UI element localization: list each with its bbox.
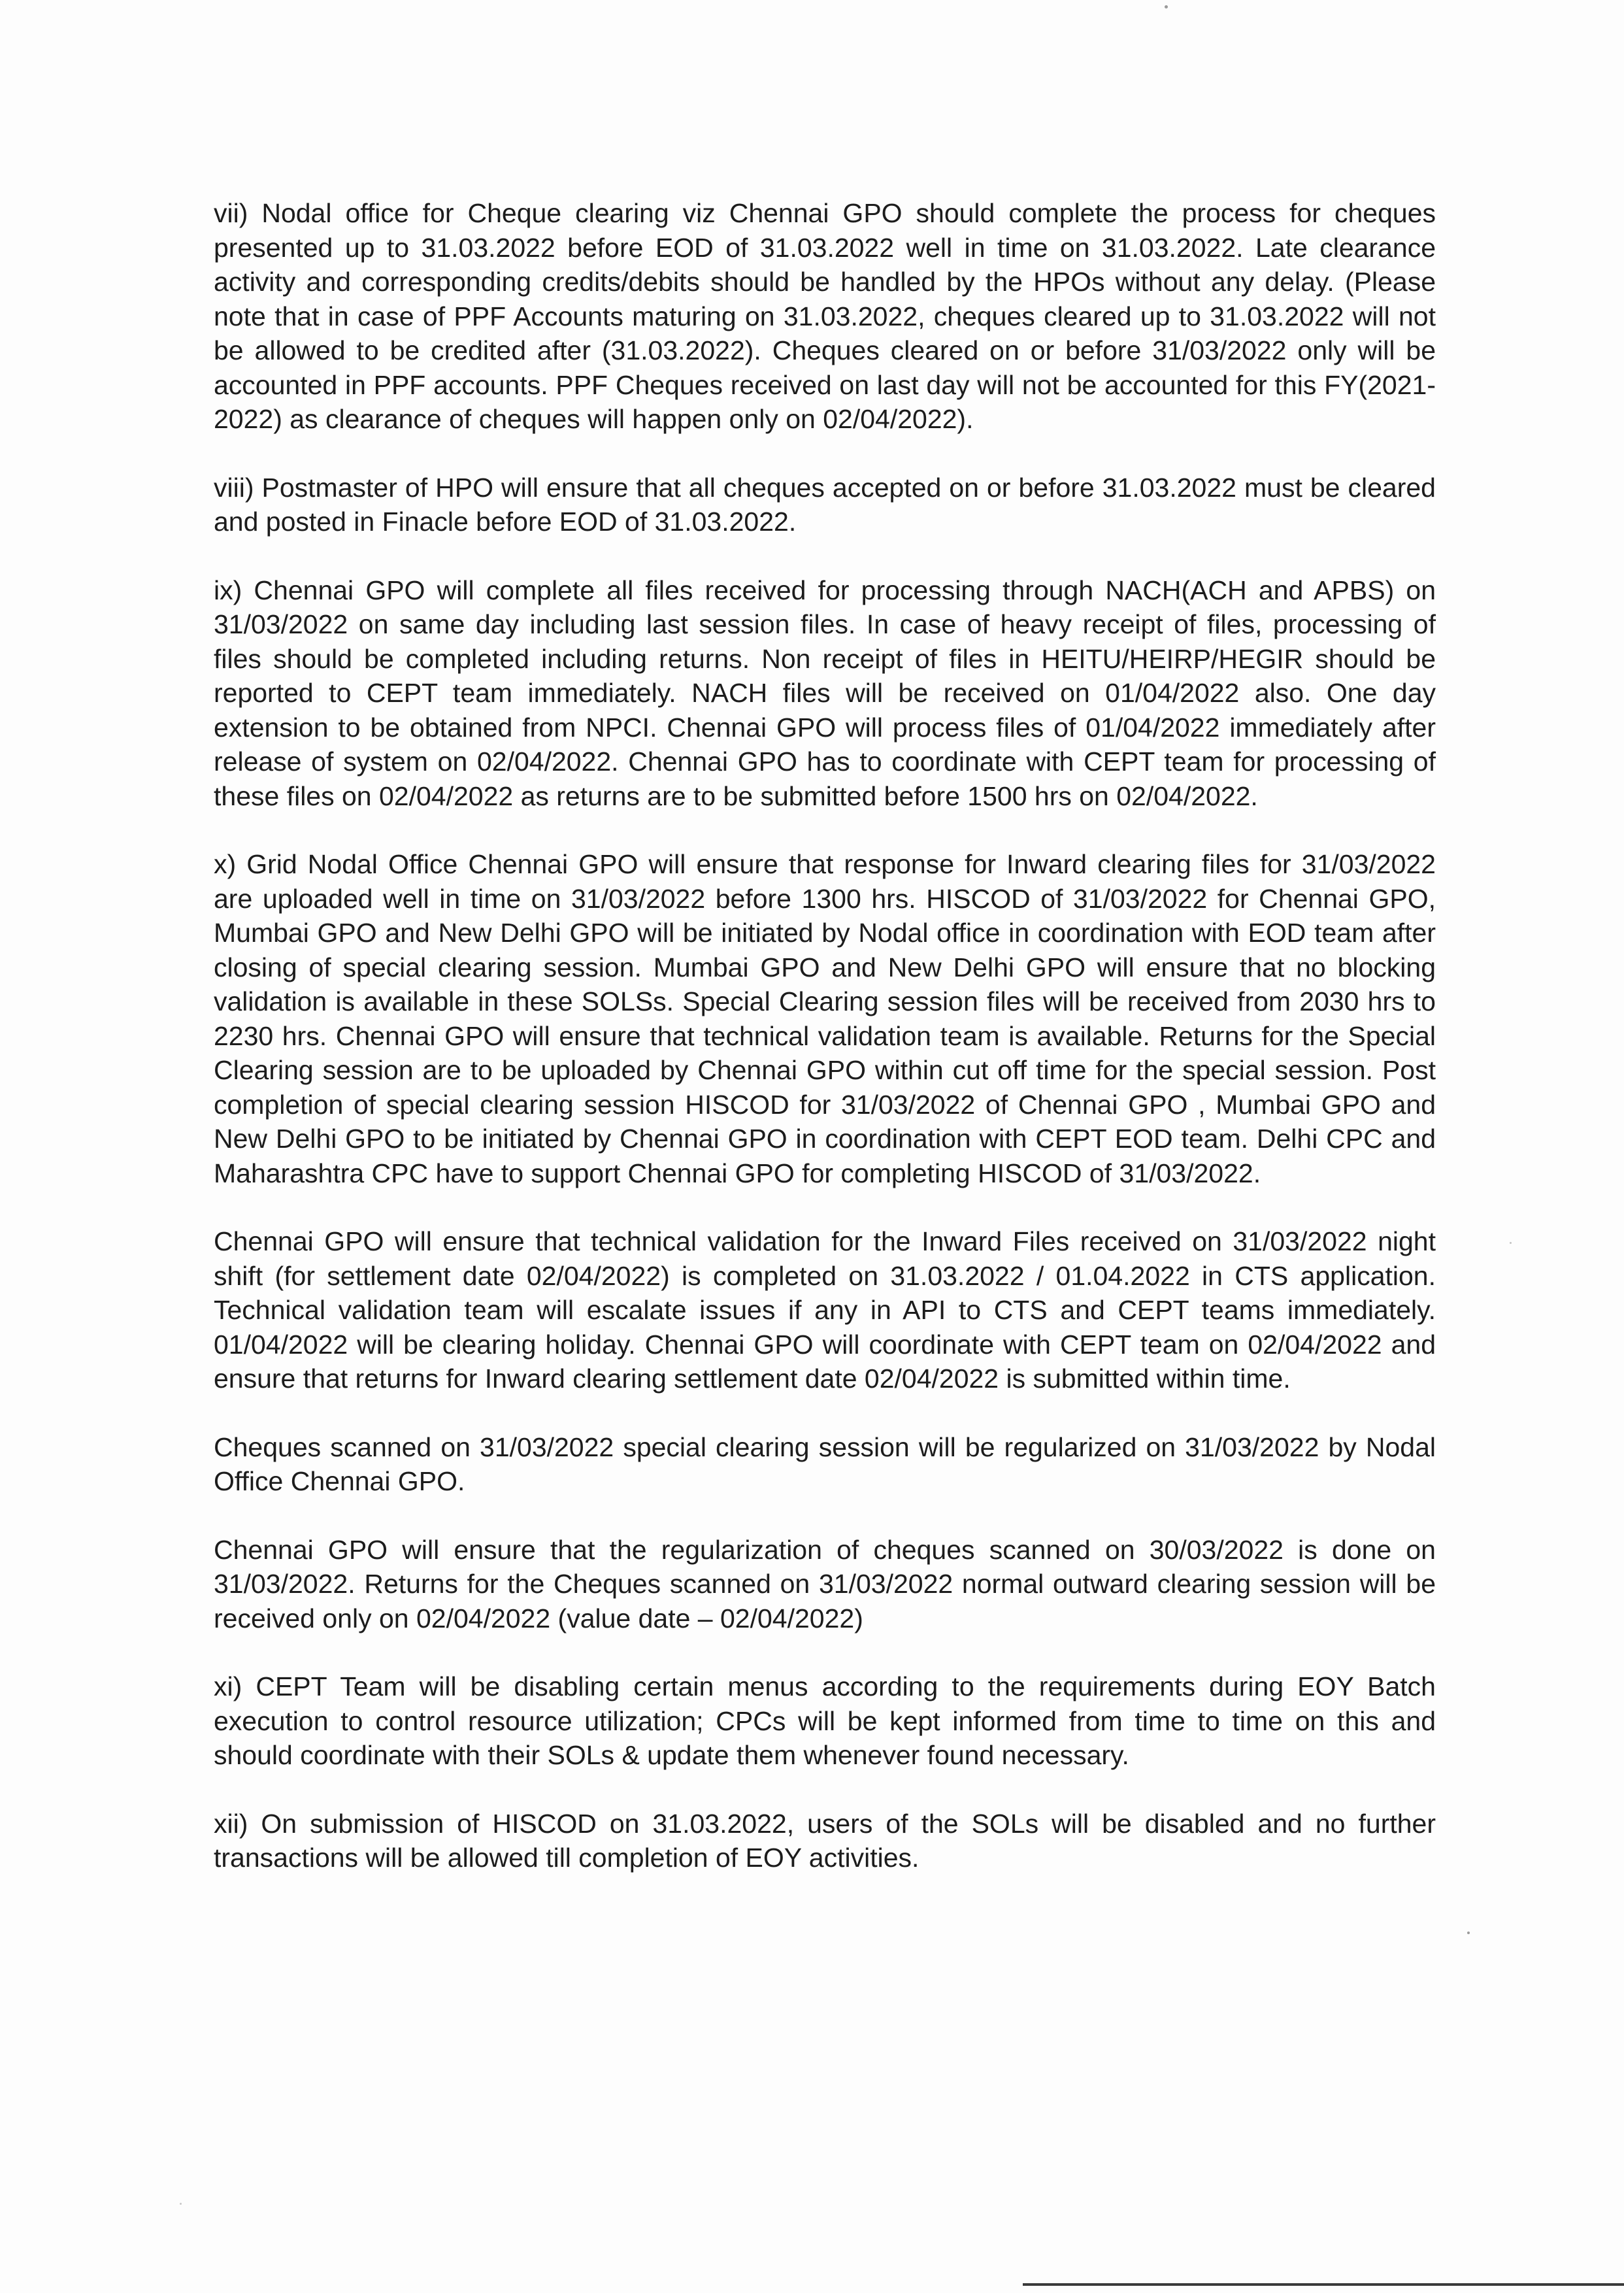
paragraph-special-clearing-regularization: Cheques scanned on 31/03/2022 special clearing session will be regularized on 31/03/2022 by Nodal Office Chennai GPO. bbox=[214, 1431, 1436, 1496]
scan-speck bbox=[1467, 1932, 1470, 1934]
paragraph-xii-user-disabling: xii) On submission of HISCOD on 31.03.2022, users of the SOLs will be disabled and no further transactions will be allowed till completion of EOY activities. bbox=[214, 1808, 1436, 1873]
footer-rule-line bbox=[1023, 2283, 1624, 2286]
scan-speck bbox=[1510, 1242, 1512, 1244]
document-body bbox=[214, 196, 1436, 1909]
paragraph-outward-clearing-returns: Chennai GPO will ensure that the regularization of cheques scanned on 30/03/2022 is done on 31/03/2022. Returns for the Cheques scanned on 31/03/2022 normal outward clearing session will be received only on 02/04/2022 (value date – 02/04/2022) bbox=[214, 1534, 1436, 1633]
paragraph-technical-validation: Chennai GPO will ensure that technical validation for the Inward Files received on 31/03/2022 night shift (for settlement date 02/04/2022) is completed on 31.03.2022 / 01.04.2022 in CTS application. Technical validation team will escalate issues if any in API to CTS and CEPT teams immediately. 01/04/2022 will be clearing holiday. Chennai GPO will coordinate with CEPT team on 02/04/2022 and ensure that returns for Inward clearing settlement date 02/04/2022 is submitted within time. bbox=[214, 1226, 1436, 1394]
paragraph-viii-postmaster-hpo: viii) Postmaster of HPO will ensure that all cheques accepted on or before 31.03.2022 must be cleared and posted in Finacle before EOD of 31.03.2022. bbox=[214, 472, 1436, 537]
paragraph-ix-nach-files: ix) Chennai GPO will complete all files received for processing through NACH(ACH and APBS) on 31/03/2022 on same day including last session files. In case of heavy receipt of files, processing of files should be completed including returns. Non receipt of files in HEITU/HEIRP/HEGIR should be reported to CEPT team immediately. NACH files will be received on 01/04/2022 also. One day extension to be obtained from NPCI. Chennai GPO will process files of 01/04/2022 immediately after release of system on 02/04/2022. Chennai GPO has to coordinate with CEPT team for processing of these files on 02/04/2022 as returns are to be submitted before 1500 hrs on 02/04/2022. bbox=[214, 575, 1436, 811]
paragraph-vii-cheque-clearing: vii) Nodal office for Cheque clearing viz Chennai GPO should complete the process for cheques presented up to 31.03.2022 before EOD of 31.03.2022 well in time on 31.03.2022. Late clearance activity and corresponding credits/debits should be handled by the HPOs without any delay. (Please note that in case of PPF Accounts maturing on 31.03.2022, cheques cleared up to 31.03.2022 will not be allowed to be credited after (31.03.2022). Cheques cleared on or before 31/03/2022 only will be accounted in PPF accounts. PPF Cheques received on last day will not be accounted for this FY(2021-2022) as clearance of cheques will happen only on 02/04/2022). bbox=[214, 198, 1436, 434]
paragraph-xi-menu-disabling: xi) CEPT Team will be disabling certain menus according to the requirements during EOY Batch execution to control resource utilization; CPCs will be kept informed from time to time on this and should coordinate with their SOLs & update them whenever found necessary. bbox=[214, 1671, 1436, 1770]
scan-speck bbox=[180, 2203, 182, 2205]
scan-speck bbox=[1165, 5, 1168, 8]
paragraph-x-grid-nodal-office: x) Grid Nodal Office Chennai GPO will ensure that response for Inward clearing files for 31/03/2022 are uploaded well in time on 31/03/2022 before 1300 hrs. HISCOD of 31/03/2022 for Chennai GPO, Mumbai GPO and New Delhi GPO will be initiated by Nodal office in coordination with EOD team after closing of special clearing session. Mumbai GPO and New Delhi GPO will ensure that no blocking validation is available in these SOLSs. Special Clearing session files will be received from 2030 hrs to 2230 hrs. Chennai GPO will ensure that technical validation team is available. Returns for the Special Clearing session are to be uploaded by Chennai GPO within cut off time for the special session. Post completion of special clearing session HISCOD for 31/03/2022 of Chennai GPO , Mumbai GPO and New Delhi GPO to be initiated by Chennai GPO in coordination with CEPT EOD team. Delhi CPC and Maharashtra CPC have to support Chennai GPO for completing HISCOD of 31/03/2022. bbox=[214, 849, 1436, 1188]
